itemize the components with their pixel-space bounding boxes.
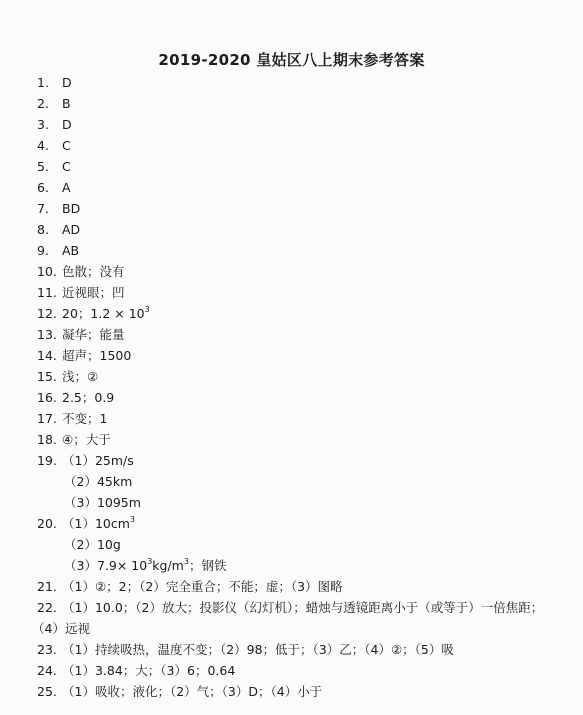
answer-text — [62, 303, 150, 324]
question-number: 2. — [37, 96, 49, 111]
question-number: 18. — [37, 432, 57, 447]
answer-row-q20 — [0, 513, 583, 534]
answer-row — [0, 303, 583, 324]
answer-row — [0, 177, 583, 198]
answer-row — [0, 408, 583, 429]
answer-row-q23 — [0, 639, 583, 660]
question-number: 8. — [37, 222, 49, 237]
question-number: 3. — [37, 117, 49, 132]
question-number: 12. — [37, 306, 57, 321]
exponent: 3 — [129, 514, 136, 524]
answer-text: （1）②；2；（2）完全重合；不能；虚；（3）图略 — [62, 579, 343, 594]
question-number: 25. — [37, 684, 57, 699]
answer-row-q20-cont — [0, 534, 583, 555]
answer-row-q25 — [0, 681, 583, 702]
question-number: 20. — [37, 516, 57, 531]
answer-text: （1）3.84；大；（3）6；0.64 — [62, 663, 236, 678]
question-number: 16. — [37, 390, 57, 405]
question-number: 4. — [37, 138, 49, 153]
answer-text: BD — [62, 201, 81, 216]
answer-text: AD — [62, 222, 81, 237]
answer-text: C — [62, 159, 71, 174]
question-number: 9. — [37, 243, 49, 258]
answer-row — [0, 387, 583, 408]
answer-text: AB — [62, 243, 80, 258]
answer-text-part: ；钢铁 — [188, 558, 227, 573]
answer-row-q19-cont — [0, 492, 583, 513]
answer-text: 凝华；能量 — [62, 327, 125, 342]
question-number: 1. — [37, 75, 49, 90]
answer-text: A — [62, 180, 71, 195]
question-number: 14. — [37, 348, 57, 363]
answer-text: D — [62, 117, 72, 132]
answer-row — [0, 219, 583, 240]
answer-subpart — [64, 555, 226, 576]
answer-row-q24 — [0, 660, 583, 681]
answer-text: ④；大于 — [62, 432, 111, 447]
question-number: 21. — [37, 579, 57, 594]
answer-text-continued: （4）远视 — [32, 621, 90, 636]
answer-text: 近视眼；凹 — [62, 285, 125, 300]
question-number: 11. — [37, 285, 57, 300]
answer-text: 超声；1500 — [62, 348, 132, 363]
answer-text: 2.5；0.9 — [62, 390, 115, 405]
answer-row — [0, 156, 583, 177]
page-title: 2019-2020 皇姑区八上期末参考答案 — [158, 51, 425, 69]
question-number: 13. — [37, 327, 57, 342]
exponent: 3 — [147, 556, 153, 566]
question-number: 24. — [37, 663, 57, 678]
question-number: 5. — [37, 159, 49, 174]
answer-row — [0, 261, 583, 282]
answer-row-q20-cont — [0, 555, 583, 576]
answer-text-part: kg/m — [152, 558, 184, 573]
answer-row — [0, 240, 583, 261]
answer-text-main: 20；1.2 × 10 — [62, 306, 145, 321]
answer-text: B — [62, 96, 71, 111]
question-number: 10. — [37, 264, 57, 279]
question-number: 19. — [37, 453, 57, 468]
answer-text: C — [62, 138, 71, 153]
question-number: 17. — [37, 411, 57, 426]
answer-row — [0, 345, 583, 366]
answer-subpart: （1）25m/s — [62, 453, 134, 468]
answer-row — [0, 324, 583, 345]
answer-subpart — [62, 513, 135, 534]
answer-text: （1）持续吸热，温度不变；（2）98；低于；（3）乙；（4）②；（5）吸 — [62, 642, 454, 657]
answer-subpart: （2）10g — [64, 537, 121, 552]
answer-row-q22 — [0, 597, 583, 618]
answer-text: 浅；② — [62, 369, 99, 384]
answer-text: D — [62, 75, 72, 90]
answer-list — [0, 72, 583, 702]
answer-row-q22-cont — [0, 618, 583, 639]
question-number: 7. — [37, 201, 49, 216]
answer-row — [0, 114, 583, 135]
answer-row — [0, 198, 583, 219]
answer-text: （1）吸收；液化；（2）气；（3）D；（4）小于 — [62, 684, 323, 699]
answer-row-q21 — [0, 576, 583, 597]
answer-text-main: （1）10cm — [62, 516, 130, 531]
exponent: 3 — [144, 304, 150, 314]
answer-text: （1）10.0；（2）放大；投影仪（幻灯机）；蜡烛与透镜距离小于（或等于）一倍焦距； — [62, 600, 544, 615]
answer-subpart: （3）1095m — [64, 495, 141, 510]
answer-subpart: （2）45km — [64, 474, 133, 489]
answer-row — [0, 429, 583, 450]
answer-text: 色散；没有 — [62, 264, 125, 279]
question-number: 22. — [37, 600, 57, 615]
answer-row — [0, 366, 583, 387]
answer-row — [0, 93, 583, 114]
exponent: 3 — [183, 556, 189, 566]
answer-row — [0, 282, 583, 303]
answer-text-part: （3）7.9× 10 — [64, 558, 148, 573]
answer-row-q19 — [0, 450, 583, 471]
answer-row — [0, 135, 583, 156]
answer-row — [0, 72, 583, 93]
question-number: 15. — [37, 369, 57, 384]
answer-text: 不变；1 — [62, 411, 108, 426]
question-number: 23. — [37, 642, 57, 657]
question-number: 6. — [37, 180, 49, 195]
answer-row-q19-cont — [0, 471, 583, 492]
